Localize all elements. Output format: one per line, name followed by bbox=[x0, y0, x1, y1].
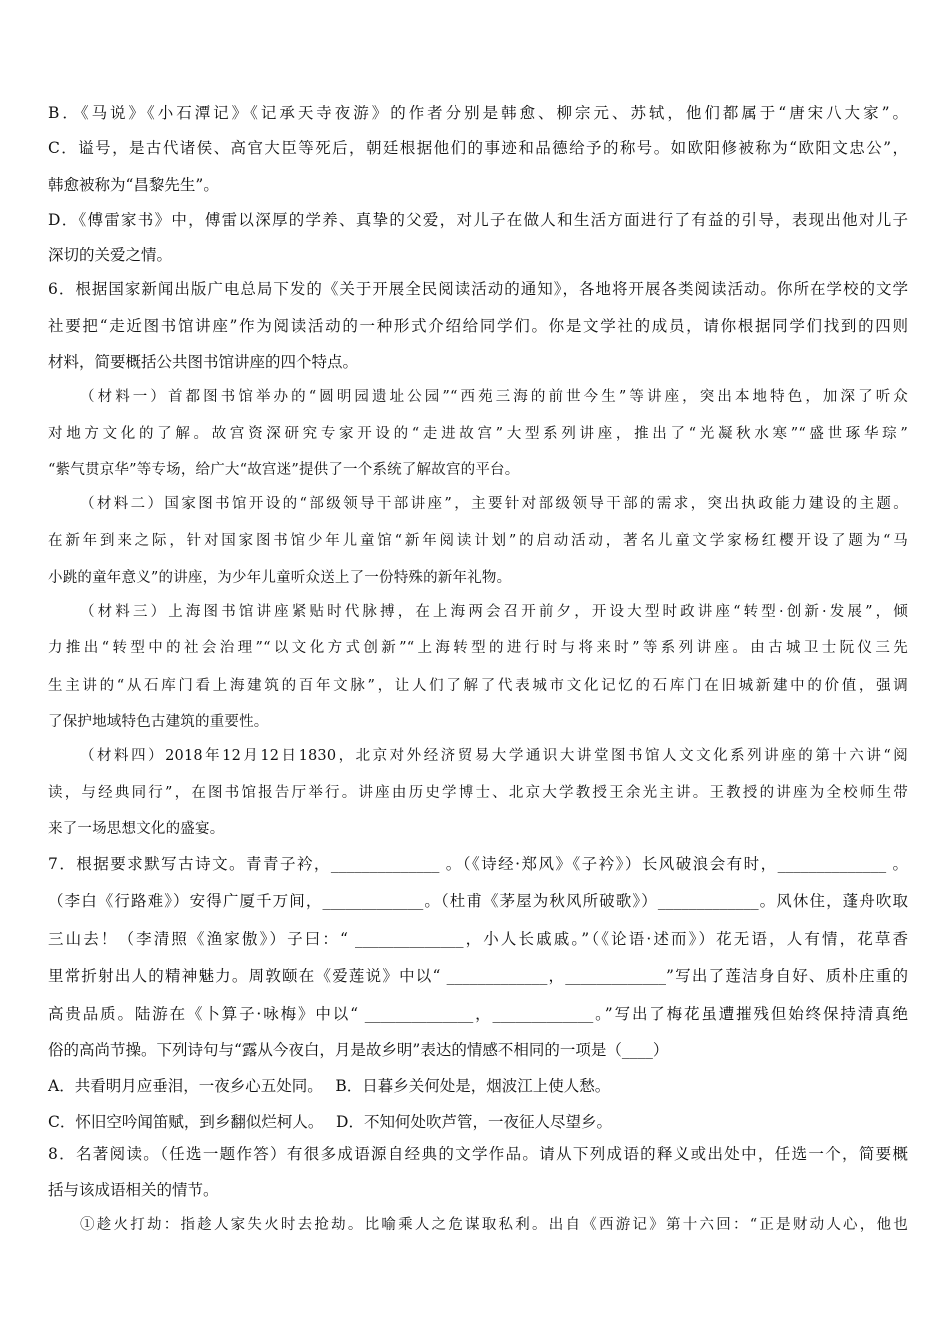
choice-row-ab: A．共看明月应垂泪，一夜乡心五处同。 B．日暮乡关何处是，烟波江上使人愁。 bbox=[48, 1077, 611, 1095]
option-d-line-2: 深切的关爱之情。 bbox=[48, 246, 173, 264]
question-6-line-1: 6．根据国家新闻出版广电总局下发的《关于开展全民阅读活动的通知》，各地将开展各类阅读活动。你所在学校的文学 bbox=[48, 280, 908, 298]
material-3-line-2: 力推出“转型中的社会治理”“以文化方式创新”“上海转型的进行时与将来时”等系列讲座。由古城卫士阮仪三先 bbox=[48, 640, 908, 656]
material-1-line-1: （材料一）首都图书馆举办的“圆明园遗址公园”“西苑三海的前世今生”等讲座，突出本地特色，加深了听众 bbox=[80, 389, 908, 405]
question-7-line-5: 高贵品质。陆游在《卜算子·咏梅》中以“ ______________，_____________。”写出了梅花虽遭摧残但始终保持清真绝 bbox=[48, 1005, 908, 1023]
material-1-line-3: “紫气贯京华”等专场，给广大“故宫迷”提供了一个系统了解故宫的平台。 bbox=[48, 462, 520, 478]
material-4-line-1: （材料四）2018年12月12日1830，北京对外经济贸易大学通识大讲堂图书馆人文文化系列讲座的第十六讲“阅 bbox=[80, 748, 908, 764]
option-d-line-1: D．《傅雷家书》中，傅雷以深厚的学养、真挚的父爱，对儿子在做人和生活方面进行了有益的引导，表现出他对儿子 bbox=[48, 211, 908, 229]
material-3-line-4: 了保护地域特色古建筑的重要性。 bbox=[48, 714, 269, 730]
question-8-line-1: 8．名著阅读。（任选一题作答）有很多成语源自经典的文学作品。请从下列成语的释义或出处中，任选一个，简要概 bbox=[48, 1145, 908, 1163]
material-4-line-3: 来了一场思想文化的盛宴。 bbox=[48, 821, 225, 837]
choice-row-cd: C．怀旧空吟闻笛赋，到乡翻似烂柯人。 D．不知何处吹芦管，一夜征人尽望乡。 bbox=[48, 1113, 612, 1131]
material-4-line-2: 读，与经典同行”，在图书馆报告厅举行。讲座由历史学博士、北京大学教授王余光主讲。王教授的讲座为全校师生带 bbox=[48, 785, 908, 801]
option-c-line-2: 韩愈被称为“昌黎先生”。 bbox=[48, 176, 219, 194]
material-2-line-3: 小跳的童年意义”的讲座，为少年儿童听众送上了一份特殊的新年礼物。 bbox=[48, 570, 512, 586]
question-7-line-2: （李白《行路难》）安得广厦千万间，_____________。（杜甫《茅屋为秋风所破歌》）_____________。风休住，蓬舟吹取 bbox=[48, 892, 908, 910]
option-c-line-1: C．谥号，是古代诸侯、高官大臣等死后，朝廷根据他们的事迹和品德给予的称号。如欧阳修被称为“欧阳文忠公”， bbox=[48, 139, 908, 157]
material-3-line-1: （材料三）上海图书馆讲座紧贴时代脉搏，在上海两会召开前夕，开设大型时政讲座“转型·创新·发展”，倾 bbox=[80, 604, 908, 620]
question-7-line-6: 俗的高尚节操。下列诗句与“露从今夜白，月是故乡明”表达的情感不相同的一项是（____） bbox=[48, 1041, 669, 1059]
material-1-line-2: 对地方文化的了解。故宫资深研究专家开设的“走进故宫”大型系列讲座，推出了“光凝秋水寒”“盛世琢华琮” bbox=[48, 426, 908, 442]
material-2-line-1: （材料二）国家图书馆开设的“部级领导干部讲座”，主要针对部级领导干部的需求，突出执政能力建设的主题。 bbox=[80, 496, 908, 512]
idiom-1-line: ①趁火打劫：指趁人家失火时去抢劫。比喻乘人之危谋取私利。出自《西游记》第十六回：“正是财动人心，他也 bbox=[80, 1217, 908, 1233]
material-2-line-2: 在新年到来之际，针对国家图书馆少年儿童馆“新年阅读计划”的启动活动，著名儿童文学家杨红樱开设了题为“马 bbox=[48, 533, 908, 549]
question-6-line-2: 社要把“走近图书馆讲座”作为阅读活动的一种形式介绍给同学们。你是文学社的成员，请你根据同学们找到的四则 bbox=[48, 317, 908, 335]
question-8-line-2: 括与该成语相关的情节。 bbox=[48, 1181, 219, 1199]
question-6-line-3: 材料，简要概括公共图书馆讲座的四个特点。 bbox=[48, 353, 359, 371]
option-b-line: B．《马说》《小石潭记》《记承天寺夜游》的作者分别是韩愈、柳宗元、苏轼，他们都属于“唐宋八大家”。 bbox=[48, 104, 908, 122]
material-3-line-3: 生主讲的“从石库门看上海建筑的百年文脉”，让人们了解了代表城市文化记忆的石库门在旧城新建中的价值，强调 bbox=[48, 678, 908, 694]
question-7-line-4: 里常折射出人的精神魅力。周敦颐在《爱莲说》中以“ _____________，_____________”写出了莲洁身自好、质朴庄重的 bbox=[48, 967, 908, 985]
question-7-line-1: 7．根据要求默写古诗文。青青子衿，______________ 。（《诗经·郑风》《子衿》）长风破浪会有时，______________ 。 bbox=[48, 855, 908, 873]
question-7-line-3: 三山去！（李清照《渔家傲》）子曰：“ ______________，小人长戚戚。”（《论语·述而》）花无语，人有情，花草香 bbox=[48, 930, 908, 948]
